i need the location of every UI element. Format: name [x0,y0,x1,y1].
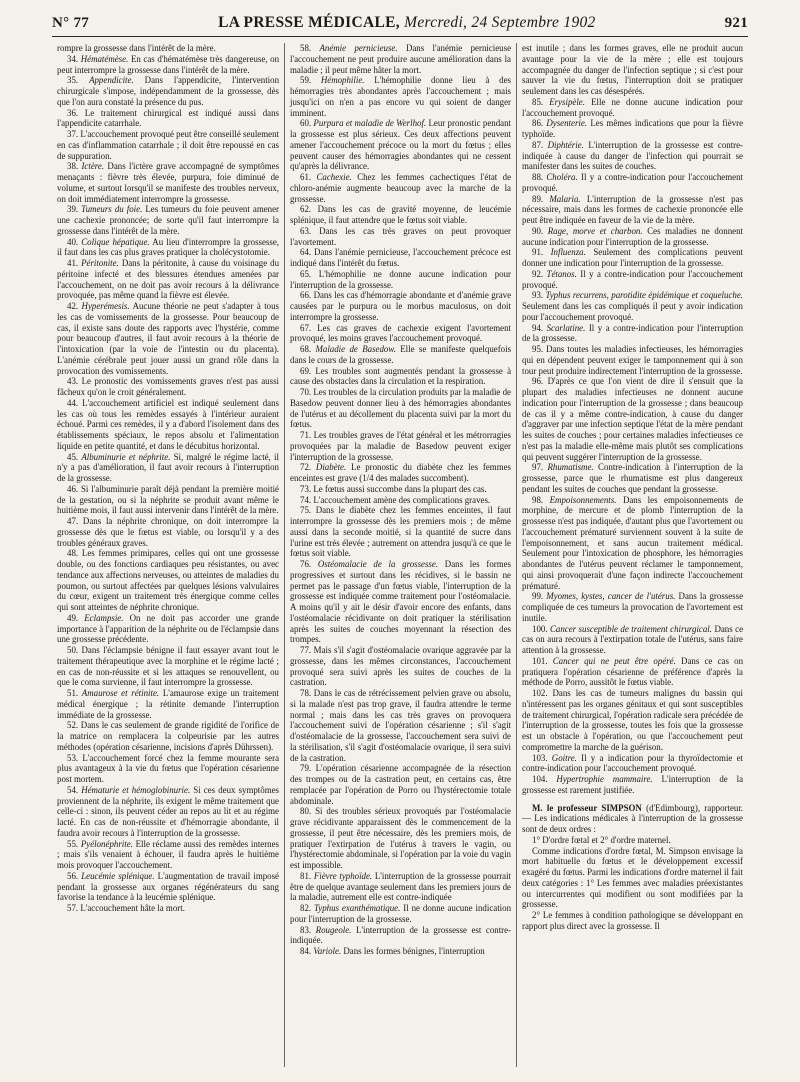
item-number: 52. [67,720,79,731]
item-text: Elle réclame aussi des remèdes internes ; mais s'ils venaient à échouer, il faudra après le huitième mois provoquer l'accouchement. [57,838,280,870]
item-text: Les femmes primipares, celles qui ont une grossesse double, ou des fonctions cardiaques peu résistantes, ou avec tendance aux affections nerveuses, ou atteintes de maladies du poumon, ou surtout affectées par quelques lésions valvulaires du cœur, exigent un traitement très énergique comme celles qui sont atteintes de néphrite chronique. [57,548,279,612]
paragraph [57,516,279,548]
item-number: 70. [300,387,312,397]
item-text: Dans les empoisonnements de morphine, de mercure et de plomb l'interruption de la grossesse n'est pas indiquée, d'autant plus que l'avortement ou l'accouchement prématuré surviennent souvent à la suite de l'empoisonnement, et sans aucun traitement médical. Seulement pour l'intoxication de phosphore, les hémorragies abondantes de l'utérus peuvent réclamer le tamponnement, qui ainsi provoquerait d'une façon indirecte l'accouchement prématuré. [522,494,744,591]
item-text: Si l'albuminurie paraît déjà pendant la première moitié de la gestation, ou si la néphrite se produit avant même le huitième mois, il faut aussi intervenir dans l'intérêt de la mère. [57,483,280,516]
paragraph [290,172,511,204]
paragraph [57,258,279,301]
item-text: Il y a indication pour la thyroïdectomie et contre-indication pour l'accouchement provoqué. [522,752,744,774]
item-heading: Tétanos. [546,268,577,279]
item-heading: Colique hépatique. [81,236,150,247]
item-number: 102. [532,688,548,698]
paragraph [522,753,743,775]
item-text: D'après ce que l'on vient de dire il s'ensuit que la plupart des maladies infectieuses ne donnent aucune indication pour l'interruption de la grossesse ; dans beaucoup de cas il y a même contre-indication, à cause du danger d'aggraver par une infection septique l'état de la mère pendant les suites de couches ; pour certaines maladies infectieuses ce n'est pas la maladie elle-même mais plutôt ses complications qui peuvent suggérer l'interruption de la grossesse. [522,376,743,462]
item-text: Aucune théorie ne peut s'adapter à tous les cas de vomissements de la grossesse. Pour beaucoup de cas, il existe sans doute des rapports avec l'hystérie, comme pour beaucoup d'autres, il faut avoir recours à la théorie de l'intoxication (par la voie de l'intestin ou du placenta). L'anémie cérébrale peut jouer aussi un grand rôle dans la provocation des vomissements. [57,301,279,376]
item-text: Elle se manifeste quelquefois dans le cours de la grossesse. [290,344,512,365]
item-number: 50. [67,645,79,655]
item-number: 82. [300,903,312,913]
paragraph [522,290,743,322]
item-text: Leur pronostic pendant la grossesse est plus sérieux. Ces deux affections peuvent amener l'accouchement précoce ou la mort du fœtus ; elles peuvent causer des hémorragies abondantes qui ne cessent qu'après la délivrance. [290,118,512,172]
item-heading: Choléra. [546,172,578,182]
item-text: On ne doit pas accorder une grande importance à l'apparition de la néphrite ou de l'éclampsie dans une grossesse précédente. [57,612,279,645]
item-text: Dans la péritonite, à cause du voisinage du péritoine infecté et des blessures étendues amenées par l'accouchement, on ne doit pas avoir recours à la délivrance provoquée, pas même quand la fièvre est élevée. [57,258,280,301]
item-text: Les mêmes indications que pour la fièvre typhoïde. [522,118,744,139]
item-number: 63. [300,225,312,236]
paragraph [290,366,511,388]
item-number: 85. [532,96,544,107]
paragraph [57,301,279,376]
item-heading: Amaurose et rétinite. [81,688,160,698]
item-number: 88. [532,172,544,182]
item-text: Les tumeurs du foie peuvent amener une cachexie prononcée; de sorte qu'il faut interrompre la grossesse dans l'intérêt de la mère. [57,204,280,236]
item-text: est inutile ; dans les formes graves, elle ne produit aucun avantage pour la vie de la mère ; elle est toujours accompagnée du danger de l'infection septique ; si c'est pour sauver la vie du fœtus, l'interruption doit se pratiquer seulement dans les cas désespérés. [522,43,743,96]
item-heading: Leucémie splénique. [81,870,155,881]
paragraph [522,688,743,753]
item-text: Dans les cas de gravité moyenne, de leucémie splénique, il faut attendre que le fœtus soit viable. [290,204,512,225]
paragraph [290,871,511,903]
item-text: Les troubles de la circulation produits par la maladie de Basedow peuvent donner lieu à des hémorragies abondantes de l'utérus et au décollement du placenta suivi par la mort du fœtus. [290,387,511,430]
item-number: 53. [67,752,79,763]
item-number: 57. [67,903,79,913]
paragraph [522,624,743,656]
paragraph [290,903,511,925]
paragraph [57,785,279,839]
item-heading: Cancer qui ne peut être opéré. [552,655,676,666]
paragraph [57,903,279,914]
paragraph [290,946,511,957]
item-text: L'interruption de la grossesse est rarement justifiée. [522,774,744,795]
item-number: 94. [532,322,544,333]
item-number: 48. [67,548,79,559]
item-number: 91. [532,247,544,258]
item-text: Au lieu d'interrompre la grossesse, il faut dans les cas plus graves pratiquer la cholécystotomie. [57,236,280,258]
item-heading: Variole. [313,946,342,956]
item-number: 84. [300,946,312,956]
item-heading: Hyperémesis. [81,301,130,311]
paragraph [290,75,511,118]
item-number: 100. [532,623,548,634]
item-number: 47. [67,516,79,526]
item-text: L'accouchement artificiel est indiqué seulement dans les cas où tous les remèdes essayés à l'intérieur auraient échoué. Parmi ces remèdes, il y a d'abord l'isolement dans des établissements spéciaux, le repos absolu et l'alimentation liquide en petite quantité, et dans le décubitus horizontal. [57,397,280,451]
item-number: 104. [532,774,548,784]
paragraph [57,376,279,398]
paragraph [290,688,511,763]
item-text: (d'Edimbourg), rapporteur. — Les indications médicales à l'interruption de la grossesse sont de deux ordres : [522,802,743,834]
paragraph [522,344,743,376]
item-number: 71. [300,430,312,440]
item-number: 72. [300,462,312,473]
item-number: 35. [67,75,79,86]
item-text: rompre la grossesse dans l'intérêt de la mère. [57,43,216,53]
item-number: 37. [67,129,79,139]
item-text: Le pronostic du diabète chez les femmes enceintes est grave (1/4 des malades succombent). [290,462,511,483]
item-text: Dans le diabète chez les femmes enceintes, il faut interrompre la grossesse dès les premiers mois ; de même aussi dans la seconde moitié, si la quantité de sucre dans l'urine est très élevée ; autrement on attendra jusqu'à ce que le fœtus soit viable. [290,505,511,559]
item-text: Seulement des complications peuvent donner une indication pour l'interruption de la grossesse. [522,247,744,268]
item-heading: Ictère. [81,161,105,172]
item-number: 78. [300,688,312,698]
item-heading: Rage, morve et charbon. [547,225,643,236]
paragraph [522,140,743,172]
item-number: 83. [300,924,312,935]
item-text: Seulement dans les cas compliqués il peut y avoir indication pour l'accouchement provoqué. [522,301,743,322]
paragraph [522,495,743,592]
item-text: Mais s'il s'agit d'ostéomalacie ovarique aggravée par la grossesse, dans les mêmes circonstances, l'accouchement provoqué sera suivi après les suites de couches de la castration. [290,645,511,688]
paragraph [290,290,511,322]
item-number: 51. [67,688,79,698]
paragraph [290,204,511,226]
item-number: 93. [532,290,544,301]
item-number: 96. [532,376,544,387]
item-number: 56. [67,870,79,881]
item-text: Le fœtus aussi succombe dans la plupart des cas. [313,483,487,494]
item-text: Comme indications d'ordre fœtal, M. Simpson envisage la mort habituelle du fœtus et le développement excessif exagéré du fœtus. Parmi les indications d'ordre maternel il fait deux catégories : 1° Les femmes avec maladies préexistantes ou intercurrentes qui modifient ou sont modifiées par la grossesse. [522,845,743,910]
item-heading: Maladie de Basedow. [315,344,396,354]
paragraph [522,43,743,97]
item-text: Les troubles sont augmentés pendant la grossesse à cause des obstacles dans la circulation et la respiration. [290,365,512,387]
item-number: 99. [532,591,544,602]
item-text: L'interruption de la grossesse est contre-indiquée. [290,924,512,946]
item-number: 95. [532,344,544,354]
item-number: 39. [67,204,79,215]
paragraph [290,484,511,495]
item-heading: Hémophilie. [320,75,365,86]
paragraph [522,591,743,623]
item-heading: Rhumatisme. [547,462,594,473]
item-number: 36. [67,107,79,118]
paragraph [57,484,279,516]
item-heading: Myomes, kystes, cancer de l'utérus. [546,591,676,602]
item-text: Ces maladies ne donnent aucune indication pour l'interruption de la grossesse. [522,225,744,247]
item-heading: Goitre. [551,752,577,763]
item-text: L'opération césarienne accompagnée de la résection des trompes ou de la castration peut, en certains cas, être remplacée par l'opération de Porro ou l'hystérectomie totale abdominale. [290,763,511,806]
item-heading: Hématurie et hémoglobinurie. [81,784,191,795]
paragraph [290,344,511,366]
paragraph [57,237,279,259]
paragraph [290,323,511,345]
masthead [218,14,596,32]
item-number: 65. [300,268,312,279]
paragraph [57,129,279,161]
item-text: L'accouchement hâte la mort. [80,903,185,913]
item-number: 43. [67,376,79,387]
item-number: 76. [300,559,312,569]
paragraph [57,43,279,54]
paragraph [522,910,743,932]
item-number: 101. [532,655,548,666]
item-text: L'hémophilie donne lieu à des hémorragies très abondantes après l'accouchement ; mais jusqu'ici on n'en a pas encore vu qui soient de danger imminent. [290,75,512,118]
paragraph [522,194,743,226]
paragraph [57,54,279,76]
page-number: 921 [724,15,748,31]
item-number: 45. [67,451,79,462]
item-text: L'hémophilie ne donne aucune indication pour l'interruption de la grossesse. [290,268,512,290]
paragraph [57,161,279,204]
item-number: 68. [300,344,312,354]
text-columns [52,43,748,1067]
paragraph [57,398,279,452]
item-text: Il y a contre-indication pour l'accouchement provoqué. [522,172,743,193]
item-text: Dans le cas de rétrécissement pelvien grave ou absolu, si la malade n'est pas trop grave, il faudra attendre le terme normal ; mais dans les cas très graves on provoquera l'accouchement suivi de l'opération césarienne ; s'il s'agit d'ostéomalacie de la grossesse, l'accouchement sera suivi de la stérilisation, s'il s'agit d'ostéomalacie ovarique, il sera suivi de la castration. [290,688,512,763]
item-text: Dans l'anémie pernicieuse, l'accouchement précoce est indiqué dans l'intérêt du fœtus. [290,247,512,268]
item-number: 103. [532,752,548,763]
issue-date: Mercredi, 24 Septembre 1902 [404,14,596,31]
item-heading: Hypertrophie mammaire. [556,774,653,784]
item-heading: Pyélonéphrite. [80,838,133,849]
paragraph [57,839,279,871]
paragraph [290,247,511,269]
item-heading: Dysenterie. [546,118,588,129]
paragraph [290,462,511,484]
item-text: Dans l'ictère grave accompagné de symptômes menaçants : fièvre très élevée, purpura, foie diminué de volume, et surtout lorsqu'il se manifeste des troubles nerveux, on doit immédiatement interrompre la grossesse. [57,161,280,204]
paragraph [290,226,511,248]
paragraph [290,505,511,559]
paragraph [290,645,511,688]
paragraph [522,656,743,688]
item-heading: Ostéomalacie de la grossesse. [317,559,439,569]
item-text: L'accouchement provoqué peut être conseillé seulement en cas d'inflammation catarrhale ; il doit être repoussé en cas de suppuration. [57,129,279,161]
item-text: Les troubles graves de l'état général et les métrorragies provoquées par la maladie de Basedow peuvent exiger l'interruption de la grossesse. [290,430,512,462]
item-text: Dans les formes bénignes, l'interruption [343,946,485,956]
item-number: 74. [300,494,312,505]
item-number: 44. [67,397,79,408]
item-number: 34. [67,53,79,64]
item-number: 49. [67,612,79,623]
item-text: L'augmentation de travail imposé pendant la grossesse aux organes régénérateurs du sang favorise la tendance à la leucémie splénique. [57,870,280,903]
paragraph [522,835,743,846]
item-text: Dans ce cas on pratiquera l'opération césarienne de préférence d'après la méthode de Porro, aussitôt le fœtus viable. [522,655,744,688]
item-number: 79. [300,763,312,774]
item-text: Le traitement chirurgical est indiqué aussi dans l'appendicite catarrhale. [57,107,279,129]
item-number: 73. [300,483,312,494]
item-number: 40. [67,236,79,247]
item-heading: Appendicite. [89,75,134,86]
item-text: Il y a contre-indication pour l'interruption de la grossesse. [522,322,744,344]
item-text: Dans la néphrite chronique, on doit interrompre la grossesse dès que le fœtus est viable, ou lorsqu'il y a des troubles généraux graves. [57,516,279,548]
paragraph [522,774,743,796]
column-1 [52,43,284,1067]
paragraph [290,387,511,430]
journal-title: LA PRESSE MÉDICALE, [218,14,400,31]
paragraph [522,846,743,911]
item-text: Dans les formes progressives et surtout dans les récidives, si le bassin ne permet pas le passage d'un fœtus viable, l'interruption de la grossesse est indiquée comme traitement pour l'ostéomalacie. A moins qu'il y ait le désir d'avoir encore des enfants, dans l'ostéomalacie récidivante on doit pratiquer la stérilisation après les suites de couches moyennant la résection des trompes. [290,559,512,645]
paragraph [57,871,279,903]
item-heading: Péritonite. [81,258,119,268]
item-text: Dans l'appendicite, l'intervention chirurgicale s'impose, indépendamment de la grossesse, dès que l'on aura constaté la présence du pus. [57,75,280,107]
item-heading: Typhus exanthématique. [314,903,401,913]
paragraph [522,323,743,345]
paragraph [290,269,511,291]
item-number: 54. [67,784,79,795]
column-2 [284,43,516,1067]
paragraph [522,97,743,119]
item-text: Contre-indication à l'interruption de la grossesse, parce que le rhumatisme est plus dangereux pendant les suites de couches que pendant la grossesse. [522,462,744,494]
item-heading: Malaria. [549,193,581,204]
item-text: L'interruption de la grossesse est contre-indiquée à cause du danger de l'infection qui pourrait se manifester dans les suites de couches. [522,139,744,172]
item-number: 42. [67,301,79,311]
item-text: Chez les femmes cachectiques l'état de chloro-anémie augmente beaucoup avec la marche de la grossesse. [290,172,512,204]
paragraph [57,720,279,752]
item-heading: Cachexie. [316,172,352,182]
item-text: Les cas graves de cachexie exigent l'avortement provoqué, les moins graves l'accouchement provoqué. [290,322,511,344]
item-text: L'accouchement forcé chez la femme mourante sera plus avantageux à la vie du fœtus que l'opération césarienne post mortem. [57,752,280,784]
author-name: M. le professeur SIMPSON [532,802,642,813]
item-number: 41. [67,258,79,268]
item-heading: Tumeurs du foie. [81,204,143,215]
paragraph [522,226,743,248]
paragraph [522,269,743,291]
item-heading: Cancer susceptible de traitement chirurgical. [549,623,712,634]
paragraph [57,452,279,484]
item-text: Dans le cas seulement de grande rigidité de l'orifice de la matrice on remplacera la colpeurisie par les autres méthodes (opération césarienne, incisions d'après Dührssen). [57,720,280,752]
item-text: Dans les cas d'hémorragie abondante et d'anémie grave causées par le purpura ou le morbus maculosus, on doit interrompre la grossesse. [290,290,512,322]
item-number: 67. [300,322,312,333]
item-number: 98. [532,494,544,505]
paragraph [57,108,279,130]
paragraph [522,376,743,462]
item-heading: Diabète. [315,462,347,473]
column-3 [516,43,748,1067]
item-number: 92. [532,268,544,279]
item-number: 89. [532,193,544,204]
item-number: 64. [300,247,312,258]
paragraph [57,204,279,236]
item-text: L'accouchement amène des complications graves. [313,494,491,505]
item-heading: Rougeole. [315,924,352,935]
item-text: Dans les cas très graves on peut provoquer l'avortement. [290,225,511,247]
item-text: Dans la grossesse compliquée de ces tumeurs la provocation de l'avortement est inutile. [522,591,744,623]
item-number: 55. [67,838,79,849]
item-number: 80. [300,806,312,817]
item-text: Si, malgré le régime lacté, il n'y a pas d'amélioration, il faut avoir recours à l'interruption de la grossesse. [57,451,279,483]
item-number: 69. [300,365,312,376]
item-text: Dans toutes les maladies infectieuses, les hémorragies qui en dépendent peuvent exiger le tamponnement qui à son tour peut produire indirectement l'interruption de la grossesse. [522,344,743,376]
item-heading: Influenza. [550,247,586,258]
paragraph [290,495,511,506]
paragraph [290,43,511,75]
item-number: 61. [300,172,312,182]
paragraph [57,613,279,645]
item-heading: Fièvre typhoïde. [313,870,373,881]
paragraph [522,462,743,494]
item-text: L'amaurose exige un traitement médical énergique ; la rétinite demande l'interruption immédiate de la grossesse. [57,688,279,720]
item-text: 2° Le femmes à condition pathologique se développant en rapport plus direct avec la grossesse. Il [522,910,743,931]
item-text: En cas d'hématémèse très dangereuse, on peut interrompre la grossesse dans l'intérêt de la mère. [57,53,280,75]
item-text: 1° D'ordre fœtal et 2° d'ordre maternel. [532,834,671,845]
item-heading: Erysipèle. [549,96,585,107]
item-number: 62. [300,204,312,215]
item-text: Si des troubles sérieux provoqués par l'ostéomalacie grave récidivante apparaissent dès le commencement de la grossesse, il peut être nécessaire, dès les premiers mois, de pratiquer l'extirpation de l'utérus à travers le vagin, ou l'hystérectomie abdominale, si l'opération par la voie du vagin est impossible. [290,806,511,870]
paragraph [522,172,743,194]
paragraph [290,925,511,947]
item-text: Il ne donne aucune indication pour l'interruption de la grossesse. [290,903,512,924]
item-text: L'interruption de la grossesse pourrait être de quelque avantage seulement dans les premiers jours de la maladie, autrement elle est contre-indiquée [290,870,512,903]
item-text: L'interruption de la grossesse n'est pas nécessaire, mais dans les formes de cachexie prononcée elle peut être indiquée en faveur de la vie de la mère. [522,193,743,225]
paragraph [57,753,279,785]
item-number: 75. [300,505,312,516]
item-heading: Hématémèse. [80,53,129,64]
item-heading: Typhus recurrens, parotidite épidémique et coqueluche. [545,290,743,301]
item-heading: Scarlatine. [546,322,586,333]
item-text: Le pronostic des vomissements graves n'est pas aussi fâcheux qu'on le croit généralement. [57,376,279,397]
item-number: 66. [300,290,312,301]
paragraph [57,688,279,720]
page-header [52,14,748,37]
item-heading: Albuminurie et néphrite. [81,451,171,462]
paragraph [290,430,511,462]
item-heading: Purpura et maladie de Werlhof. [313,118,427,129]
paragraph [57,75,279,107]
item-text: Elle ne donne aucune indication pour l'accouchement provoqué. [522,96,744,118]
item-heading: Empoisonnements. [549,494,617,505]
item-number: 58. [300,43,312,53]
item-heading: Diphtérie. [547,139,584,150]
issue-number: N° 77 [52,15,90,31]
item-text: Dans l'éclampsie bénigne il faut essayer avant tout le traitement thérapeutique avec la morphine et le régime lacté ; en cas de non-réussite et si les attaques se renouvellent, ou que le coma survienne, il faut interrompre la grossesse. [57,645,279,688]
paragraph [522,247,743,269]
item-number: 60. [300,118,312,129]
item-number: 38. [67,161,79,172]
item-text: Dans les cas de tumeurs malignes du bassin qui n'intéressent pas les organes génitaux et qui sont susceptibles de traitement chirurgical, l'opération radicale sera précédée de l'interruption de la grossesse, toutes les fois que la grossesse est un obstacle à l'opération, ou que l'accouchement peut compromettre la marche de la guérison. [522,688,743,752]
paragraph [290,559,511,645]
item-heading: Eclampsie. [84,612,124,623]
item-text: Si ces deux symptômes proviennent de la néphrite, ils exigent le même traitement que celle-ci : sinon, ils peuvent céder au repos au lit et au régime lacté. En cas de non-réussite et d'hémorragie abondante, il faudra avoir recours à l'interruption de la grossesse. [57,784,280,838]
paragraph [290,118,511,172]
item-number: 77. [300,645,312,655]
item-number: 90. [532,225,544,236]
item-text: Il y a contre-indication pour l'accouchement provoqué. [522,268,743,290]
item-number: 59. [300,75,312,86]
item-number: 97. [532,462,544,473]
item-text: Dans ce cas on aura recours à l'extirpation totale de l'utérus, sans faire attention à la grossesse. [522,623,744,655]
paragraph [57,645,279,688]
paragraph [522,803,743,835]
item-text: Dans l'anémie pernicieuse l'accouchement ne peut produire aucune amélioration dans la maladie ; il peut même hâter la mort. [290,43,512,75]
paragraph [290,763,511,806]
item-number: 81. [300,870,312,881]
item-number: 46. [67,483,79,494]
paragraph [290,806,511,871]
item-number: 87. [532,139,544,150]
paragraph [57,548,279,613]
paragraph [522,118,743,140]
item-heading: Anémie pernicieuse. [319,43,398,53]
item-number: 86. [532,118,544,129]
